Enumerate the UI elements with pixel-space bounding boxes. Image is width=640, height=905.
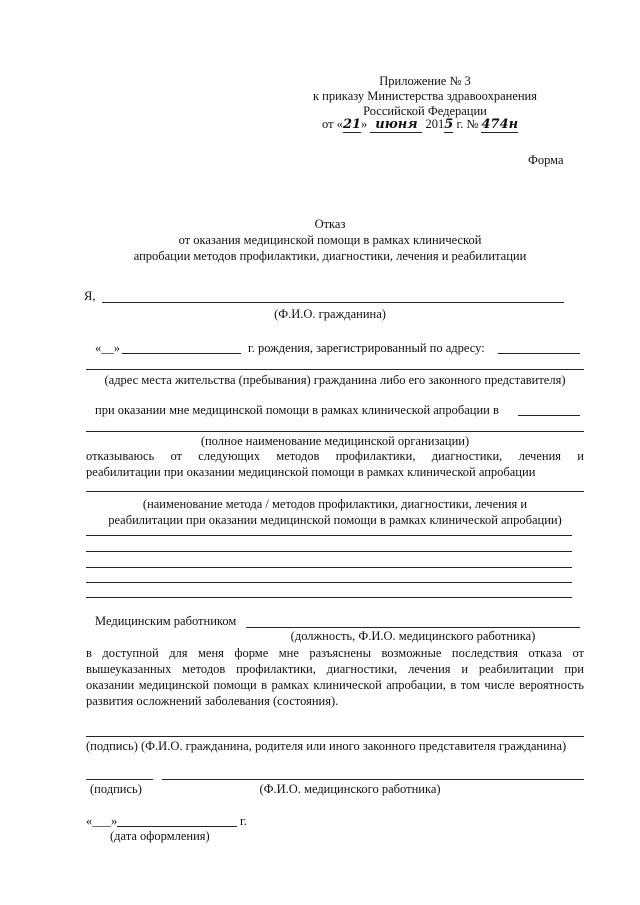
signature-line bbox=[86, 779, 153, 780]
medworker-line bbox=[246, 627, 580, 628]
signature-citizen-caption: (подпись) (Ф.И.О. гражданина, родителя или иного законного представителя гражданина) bbox=[86, 739, 567, 753]
address-line-2 bbox=[86, 369, 584, 370]
medworker-caption: (должность, Ф.И.О. медицинского работника) bbox=[290, 629, 536, 643]
blank-line-3 bbox=[86, 567, 572, 568]
date-day: 21 bbox=[342, 117, 362, 132]
address-caption: (адрес места жительства (пребывания) гражданина либо его законного представителя) bbox=[104, 373, 566, 387]
fio-medworker-caption: (Ф.И.О. медицинского работника) bbox=[259, 782, 441, 796]
blank-line-1 bbox=[86, 535, 572, 536]
birth-day-month: «__» bbox=[95, 341, 120, 355]
explained-line-3: оказании медицинской помощи в рамках клинической апробации, в том числе вероятность bbox=[86, 678, 584, 692]
country-name: Российской Федерации bbox=[363, 104, 487, 118]
i-prefix: Я, bbox=[84, 289, 96, 303]
explained-line-1: в доступной для меня форме мне разъяснены возможные последствия отказа от bbox=[86, 646, 584, 660]
explained-paragraph bbox=[86, 645, 584, 709]
order-date-line bbox=[322, 117, 562, 133]
appendix-header bbox=[300, 74, 550, 119]
date-prefix: от « bbox=[322, 117, 343, 131]
date-year-digit: 5 bbox=[444, 117, 454, 132]
date-year-mark: г. bbox=[240, 814, 247, 828]
title-line-3: апробации методов профилактики, диагностики, лечения и реабилитации bbox=[133, 249, 527, 263]
signature-citizen-line bbox=[86, 736, 584, 737]
method-caption-line-1: (наименование метода / методов профилактики, диагностики, лечения и bbox=[142, 497, 528, 511]
explained-line-4: развития осложнений заболевания (состояния). bbox=[86, 694, 339, 708]
fio-medworker-line bbox=[162, 779, 584, 780]
org-line-2 bbox=[86, 431, 584, 432]
order-ref: к приказу Министерства здравоохранения bbox=[312, 89, 537, 103]
order-number: 474н bbox=[481, 117, 519, 132]
document-title bbox=[80, 216, 580, 264]
title-line-2: от оказания медицинской помощи в рамках клинической bbox=[178, 233, 482, 247]
explained-line-2: вышеуказанных методов профилактики, диагностики, лечения и реабилитации при bbox=[86, 662, 584, 676]
method-caption-line-2: реабилитации при оказании медицинской помощи в рамках клинической апробации) bbox=[108, 513, 562, 527]
date-month: июня bbox=[370, 117, 422, 133]
org-line-1 bbox=[518, 415, 580, 416]
birth-text: г. рождения, зарегистрированный по адресу: bbox=[248, 341, 485, 355]
date-year-prefix: 201 bbox=[425, 117, 445, 131]
appendix-number: Приложение № 3 bbox=[379, 74, 471, 88]
form-label: Форма bbox=[528, 153, 564, 167]
date-year-suffix: г. № bbox=[456, 117, 479, 131]
title-line-1: Отказ bbox=[314, 217, 346, 231]
method-caption bbox=[86, 496, 584, 528]
provision-text: при оказании мне медицинской помощи в рамках клинической апробации в bbox=[95, 403, 499, 417]
org-caption: (полное наименование медицинской организации) bbox=[200, 434, 470, 448]
birth-date-line bbox=[122, 353, 241, 354]
blank-line-2 bbox=[86, 551, 572, 552]
method-line bbox=[86, 491, 584, 492]
fio-citizen-caption: (Ф.И.О. гражданина) bbox=[274, 307, 386, 321]
medworker-prefix: Медицинским работником bbox=[95, 614, 237, 628]
address-line-1 bbox=[498, 353, 580, 354]
date-day-month: «___» bbox=[86, 814, 118, 828]
refuse-line-2: реабилитации при оказании медицинской помощи в рамках клинической апробации bbox=[86, 465, 536, 479]
fio-citizen-line bbox=[102, 302, 564, 303]
refuse-line-1: отказываюсь от следующих методов профилактики, диагностики, лечения и bbox=[86, 449, 584, 463]
date-quote-close: » bbox=[361, 117, 368, 131]
date-caption: (дата оформления) bbox=[110, 829, 210, 843]
date-line bbox=[117, 826, 237, 827]
signature-caption: (подпись) bbox=[90, 782, 142, 796]
blank-line-5 bbox=[86, 597, 572, 598]
blank-line-4 bbox=[86, 582, 572, 583]
